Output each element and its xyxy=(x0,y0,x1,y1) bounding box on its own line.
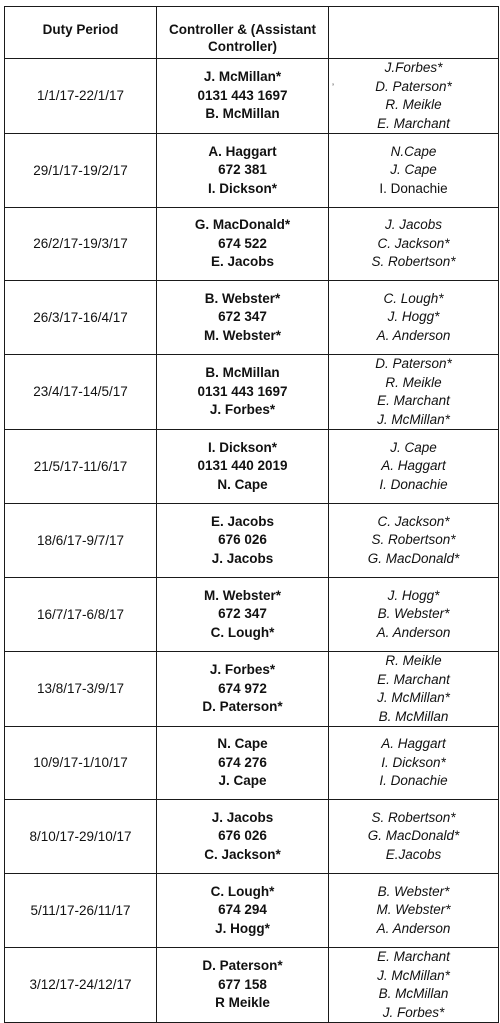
table-row xyxy=(5,504,499,578)
controller-phone: 672 381 xyxy=(218,162,267,178)
assistants-cell xyxy=(329,874,499,948)
assistant-name: S. Robertson* xyxy=(371,532,456,548)
controller-phone: 672 347 xyxy=(218,606,267,622)
controller-phone: 0131 443 1697 xyxy=(197,383,288,399)
assistant-controller-name: C. Lough* xyxy=(210,624,275,640)
duty-period-cell: 26/2/17-19/3/17 xyxy=(5,208,157,281)
duty-period-cell: 3/12/17-24/12/17 xyxy=(5,948,157,1023)
header-row xyxy=(5,7,499,59)
assistant-name: S. Robertson* xyxy=(371,254,456,270)
assistant-name: J. Cape xyxy=(390,162,437,178)
duty-period-cell: 23/4/17-14/5/17 xyxy=(5,355,157,430)
duty-period-cell: 29/1/17-19/2/17 xyxy=(5,134,157,208)
assistants-cell xyxy=(329,430,499,504)
assistants-cell xyxy=(329,948,499,1023)
assistants-cell xyxy=(329,652,499,727)
assistant-name: E. Marchant xyxy=(377,393,450,408)
assistant-controller-name: J. Cape xyxy=(218,773,267,789)
controller-name: J. Jacobs xyxy=(211,809,274,825)
assistant-name: E. Marchant xyxy=(377,671,450,687)
controller-cell xyxy=(157,355,329,430)
duty-period-cell: 21/5/17-11/6/17 xyxy=(5,430,157,504)
duty-period-cell: 5/11/17-26/11/17 xyxy=(5,874,157,948)
assistant-name: A. Haggart xyxy=(381,458,446,474)
assistant-name: A. Haggart xyxy=(381,736,446,752)
assistant-name: J. McMillan* xyxy=(377,690,450,705)
controller-cell xyxy=(157,948,329,1023)
assistant-name: B. Webster* xyxy=(377,883,450,899)
table-row xyxy=(5,134,499,208)
assistant-name: B. McMillan xyxy=(378,708,449,724)
assistant-name: I. Donachie xyxy=(379,180,448,196)
assistant-controller-name: R Meikle xyxy=(215,995,270,1011)
duty-rota-table xyxy=(4,6,499,1023)
assistant-name: D. Paterson* xyxy=(375,78,452,94)
controller-phone: 672 347 xyxy=(218,309,267,325)
assistant-controller-name: B. McMillan xyxy=(205,106,280,122)
controller-cell xyxy=(157,59,329,134)
controller-cell xyxy=(157,134,329,208)
assistants-cell xyxy=(329,727,499,800)
controller-name: D. Paterson* xyxy=(202,958,283,974)
assistant-name: J. Jacobs xyxy=(384,217,443,233)
controller-cell xyxy=(157,208,329,281)
assistant-name: I. Donachie xyxy=(379,476,448,492)
controller-phone: 674 972 xyxy=(218,680,267,696)
controller-name: M. Webster* xyxy=(203,587,282,603)
controller-cell xyxy=(157,504,329,578)
assistants-cell xyxy=(329,281,499,355)
assistant-name: J. Hogg* xyxy=(387,587,440,603)
controller-cell xyxy=(157,800,329,874)
duty-period-cell: 16/7/17-6/8/17 xyxy=(5,578,157,652)
assistant-name: E. Marchant xyxy=(377,115,450,131)
controller-name: E. Jacobs xyxy=(210,513,275,529)
assistant-name: C. Jackson* xyxy=(377,513,450,529)
stray-mark: ’ xyxy=(332,82,334,92)
controller-phone: 674 294 xyxy=(218,902,267,918)
controller-name: A. Haggart xyxy=(208,143,277,159)
assistant-name: E. Marchant xyxy=(377,949,450,964)
controller-cell xyxy=(157,874,329,948)
assistant-name: R. Meikle xyxy=(385,97,442,112)
assistants-cell xyxy=(329,578,499,652)
table-row xyxy=(5,874,499,948)
assistant-controller-name: J. Hogg* xyxy=(215,920,270,936)
assistant-name: B. Webster* xyxy=(377,606,450,622)
assistant-name: J. McMillan* xyxy=(377,411,450,427)
assistant-name: C. Jackson* xyxy=(377,235,450,251)
assistant-controller-name: N. Cape xyxy=(217,476,268,492)
assistant-controller-name: E. Jacobs xyxy=(210,254,275,270)
assistant-controller-name: I. Dickson* xyxy=(207,180,278,196)
assistant-name: B. McMillan xyxy=(378,986,449,1001)
assistant-name: D. Paterson* xyxy=(375,356,452,371)
table-row xyxy=(5,800,499,874)
table-row xyxy=(5,281,499,355)
assistant-name: N.Cape xyxy=(390,143,437,159)
header-assistants xyxy=(329,7,499,59)
controller-cell xyxy=(157,727,329,800)
assistant-name: S. Robertson* xyxy=(371,809,456,825)
table-row xyxy=(5,727,499,800)
header-duty-period: Duty Period xyxy=(5,7,157,59)
assistant-controller-name: D. Paterson* xyxy=(202,699,283,715)
controller-phone: 676 026 xyxy=(218,532,267,548)
assistant-name: R. Meikle xyxy=(385,374,442,390)
assistant-name: A. Anderson xyxy=(376,920,451,936)
controller-name: I. Dickson* xyxy=(207,439,278,455)
controller-name: J. McMillan* xyxy=(203,69,282,85)
assistant-name: G. MacDonald* xyxy=(367,550,460,566)
table-row xyxy=(5,948,499,1023)
controller-name: B. Webster* xyxy=(204,290,281,306)
duty-period-cell: 8/10/17-29/10/17 xyxy=(5,800,157,874)
controller-cell xyxy=(157,652,329,727)
assistant-name: A. Anderson xyxy=(376,624,451,640)
table-row xyxy=(5,59,499,134)
table-row xyxy=(5,355,499,430)
table-row xyxy=(5,652,499,727)
assistants-cell xyxy=(329,355,499,430)
controller-cell xyxy=(157,281,329,355)
controller-phone: 0131 440 2019 xyxy=(197,458,288,474)
assistant-name: M. Webster* xyxy=(376,902,451,918)
assistant-name: E.Jacobs xyxy=(385,846,442,862)
controller-name: B. McMillan xyxy=(205,365,280,381)
assistant-name: J.Forbes* xyxy=(384,60,443,75)
controller-phone: 0131 443 1697 xyxy=(197,87,288,103)
assistant-name: A. Anderson xyxy=(376,327,451,343)
controller-name: C. Lough* xyxy=(210,883,275,899)
table-row xyxy=(5,208,499,281)
table-row xyxy=(5,578,499,652)
duty-period-cell: 1/1/17-22/1/17 xyxy=(5,59,157,134)
assistant-controller-name: J. Forbes* xyxy=(209,402,276,418)
assistants-cell xyxy=(329,134,499,208)
controller-phone: 674 522 xyxy=(218,235,267,251)
header-controller: Controller & (Assistant Controller) xyxy=(157,7,329,59)
assistants-cell xyxy=(329,208,499,281)
assistants-cell xyxy=(329,59,499,134)
controller-name: G. MacDonald* xyxy=(194,217,291,233)
assistant-name: I. Donachie xyxy=(379,773,448,789)
controller-phone: 676 026 xyxy=(218,828,267,844)
assistant-name: J. Cape xyxy=(390,439,437,455)
table-row xyxy=(5,430,499,504)
rota-body xyxy=(5,59,499,1023)
assistant-name: J. Hogg* xyxy=(387,309,440,325)
assistant-name: R. Meikle xyxy=(385,653,442,668)
assistant-controller-name: J. Jacobs xyxy=(211,550,274,566)
controller-phone: 674 276 xyxy=(218,754,267,770)
controller-phone: 677 158 xyxy=(218,976,267,992)
duty-period-cell: 18/6/17-9/7/17 xyxy=(5,504,157,578)
controller-name: N. Cape xyxy=(217,736,268,752)
controller-cell xyxy=(157,430,329,504)
assistant-name: I. Dickson* xyxy=(381,754,446,770)
assistant-name: J. McMillan* xyxy=(377,967,450,983)
assistants-cell xyxy=(329,800,499,874)
assistant-controller-name: M. Webster* xyxy=(203,327,282,343)
duty-period-cell: 26/3/17-16/4/17 xyxy=(5,281,157,355)
duty-period-cell: 13/8/17-3/9/17 xyxy=(5,652,157,727)
assistant-name: G. MacDonald* xyxy=(367,828,460,844)
controller-cell xyxy=(157,578,329,652)
assistant-name: J. Forbes* xyxy=(382,1004,445,1020)
duty-period-cell: 10/9/17-1/10/17 xyxy=(5,727,157,800)
controller-name: J. Forbes* xyxy=(209,662,276,678)
assistant-controller-name: C. Jackson* xyxy=(204,846,281,862)
assistant-name: C. Lough* xyxy=(383,290,444,306)
assistants-cell xyxy=(329,504,499,578)
